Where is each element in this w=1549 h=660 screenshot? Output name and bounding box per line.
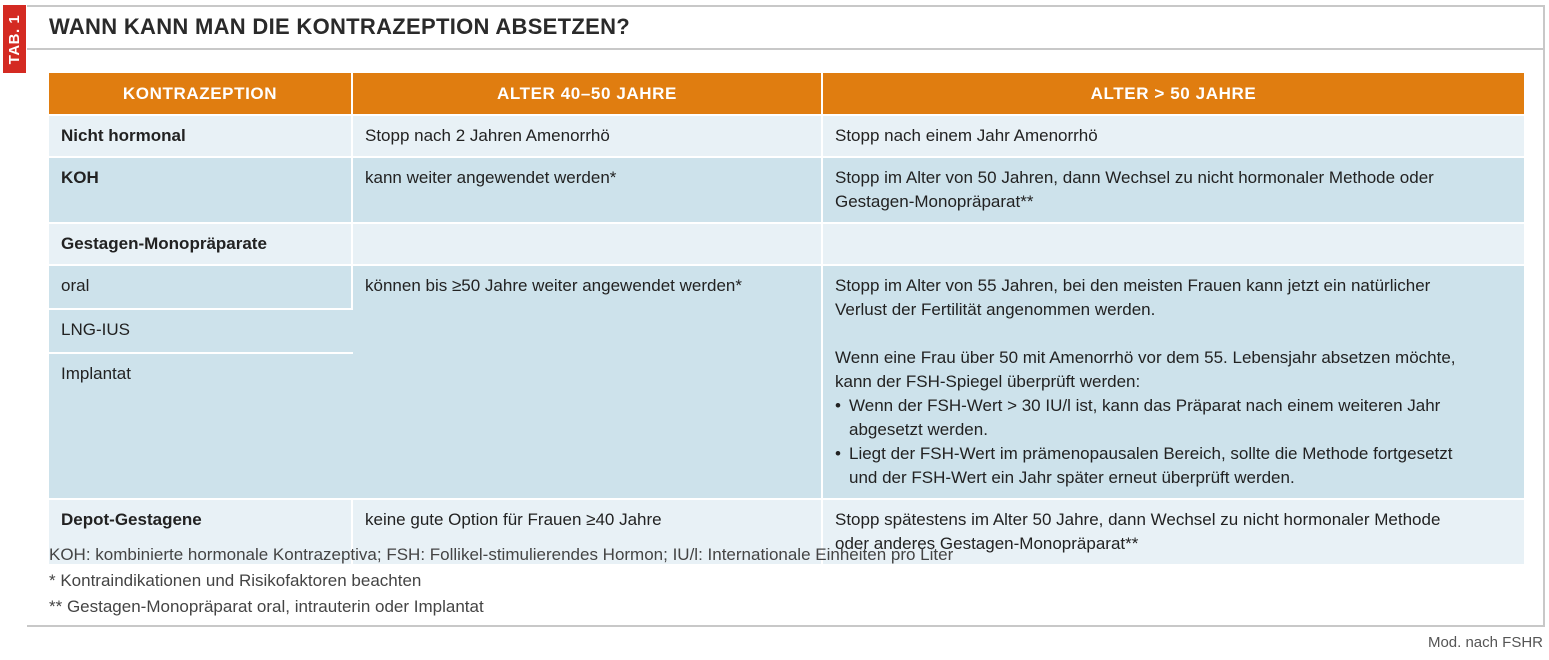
cell-age-over-50 <box>823 158 1524 224</box>
footnote-double-asterisk: ** Gestagen-Monopräparat oral, intrauterin oder Implantat <box>49 597 484 616</box>
footnote-single-asterisk: * Kontraindikationen und Risikofaktoren beachten <box>49 571 422 590</box>
footnote-abbreviations: KOH: kombinierte hormonale Kontrazeptiva; FSH: Follikel-stimulierendes Hormon; IU/l: Internationale Einheiten pro Liter <box>49 545 954 564</box>
row-label: KOH <box>49 158 353 224</box>
table-row-koh <box>49 158 1524 224</box>
cell-age-40-50: können bis ≥50 Jahre weiter angewendet werden* <box>353 266 823 500</box>
cell-text-line: Gestagen-Monopräparat** <box>835 192 1034 211</box>
column-header-age-over-50: ALTER > 50 JAHRE <box>823 73 1524 116</box>
cell-age-over-50 <box>823 266 1524 500</box>
bullet-text-line: abgesetzt werden. <box>849 420 988 439</box>
title-divider <box>27 48 1545 50</box>
cell-age-40-50-empty <box>353 224 823 266</box>
table-row-nicht-hormonal <box>49 116 1524 158</box>
source-credit: Mod. nach FSHR <box>1427 634 1543 651</box>
row-sub-label: oral <box>49 266 353 310</box>
cell-age-40-50: keine gute Option für Frauen ≥40 Jahre <box>353 500 823 566</box>
bullet-item <box>835 394 1512 442</box>
column-header-contraception: KONTRAZEPTION <box>49 73 353 116</box>
cell-text-line: Stopp im Alter von 50 Jahren, dann Wechsel zu nicht hormonaler Methode oder <box>835 168 1434 187</box>
cell-text-line: Verlust der Fertilität angenommen werden. <box>835 300 1156 319</box>
contraception-table <box>49 73 1524 566</box>
fsh-bullet-list <box>835 394 1512 490</box>
paragraph-gap <box>835 322 1512 346</box>
row-sub-label: LNG-IUS <box>49 310 353 354</box>
bullet-text-line: • Liegt der FSH-Wert im prämenopausalen Bereich, sollte die Methode fortgesetzt <box>849 444 1453 463</box>
cell-age-over-50: Stopp nach einem Jahr Amenorrhö <box>823 116 1524 158</box>
cell-age-40-50: kann weiter angewendet werden* <box>353 158 823 224</box>
bullet-text-line: • Wenn der FSH-Wert > 30 IU/l ist, kann das Präparat nach einem weiteren Jahr <box>849 396 1441 415</box>
cell-age-over-50-empty <box>823 224 1524 266</box>
row-sub-label: Implantat <box>49 354 353 500</box>
column-header-age-40-50: ALTER 40–50 JAHRE <box>353 73 823 116</box>
cell-text-line: Stopp im Alter von 55 Jahren, bei den meisten Frauen kann jetzt ein natürlicher <box>835 276 1431 295</box>
table-row-gestagen-oral <box>49 266 1524 310</box>
page-title: WANN KANN MAN DIE KONTRAZEPTION ABSETZEN? <box>49 14 631 39</box>
row-label: Depot-Gestagene <box>49 500 353 566</box>
cell-text-line: oder anderes Gestagen-Monopräparat** <box>835 534 1139 553</box>
table-header-row <box>49 73 1524 116</box>
cell-text-line: Wenn eine Frau über 50 mit Amenorrhö vor dem 55. Lebensjahr absetzen möchte, <box>835 348 1456 367</box>
table-number-badge <box>3 5 26 73</box>
bullet-item <box>835 442 1512 490</box>
row-label: Nicht hormonal <box>49 116 353 158</box>
table-row-gestagen-header <box>49 224 1524 266</box>
cell-age-40-50: Stopp nach 2 Jahren Amenorrhö <box>353 116 823 158</box>
badge-label: TAB. 1 <box>6 14 23 64</box>
footnotes <box>49 542 953 620</box>
bullet-text-line: und der FSH-Wert ein Jahr später erneut überprüft werden. <box>849 468 1295 487</box>
cell-text-line: kann der FSH-Spiegel überprüft werden: <box>835 372 1141 391</box>
cell-text-line: Stopp spätestens im Alter 50 Jahre, dann Wechsel zu nicht hormonaler Methode <box>835 510 1441 529</box>
row-label: Gestagen-Monopräparate <box>49 224 353 266</box>
